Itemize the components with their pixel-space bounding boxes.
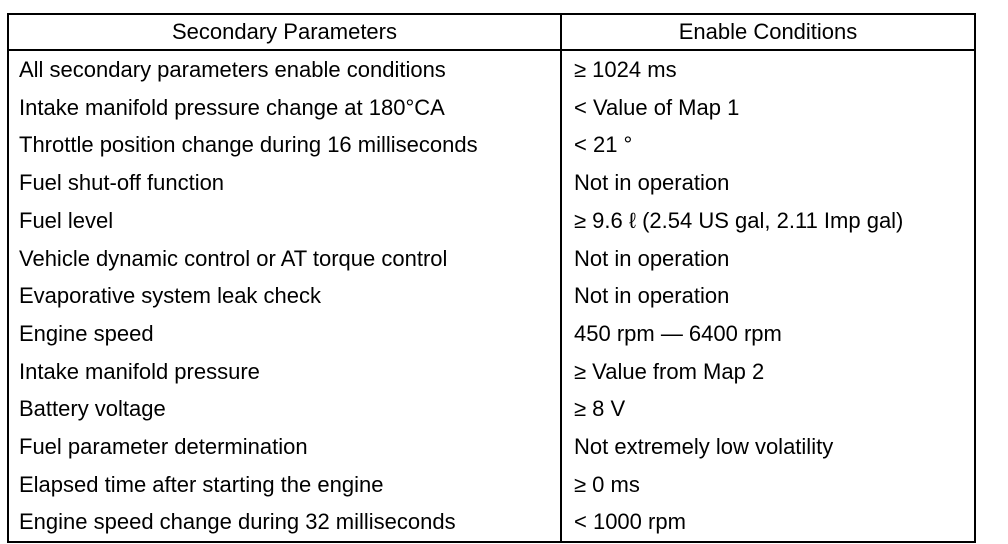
parameter-cell: Intake manifold pressure: [8, 353, 561, 391]
parameter-cell: Throttle position change during 16 milliseconds: [8, 126, 561, 164]
condition-cell: Not in operation: [561, 164, 975, 202]
condition-cell: Not in operation: [561, 240, 975, 278]
condition-cell: ≥ Value from Map 2: [561, 353, 975, 391]
parameter-cell: All secondary parameters enable conditions: [8, 50, 561, 89]
parameter-cell: Engine speed: [8, 315, 561, 353]
condition-cell: 450 rpm — 6400 rpm: [561, 315, 975, 353]
parameter-cell: Fuel parameter determination: [8, 428, 561, 466]
condition-cell: Not in operation: [561, 277, 975, 315]
condition-cell: Not extremely low volatility: [561, 428, 975, 466]
condition-cell: ≥ 1024 ms: [561, 50, 975, 89]
header-secondary-parameters: Secondary Parameters: [8, 14, 561, 50]
table-row: [8, 466, 975, 504]
table-row: [8, 240, 975, 278]
parameter-cell: Evaporative system leak check: [8, 277, 561, 315]
condition-cell: < Value of Map 1: [561, 89, 975, 127]
condition-cell: < 1000 rpm: [561, 503, 975, 542]
parameter-cell: Intake manifold pressure change at 180°CA: [8, 89, 561, 127]
table-row: [8, 277, 975, 315]
condition-cell: ≥ 0 ms: [561, 466, 975, 504]
table-row: [8, 428, 975, 466]
table-row: [8, 50, 975, 89]
parameter-cell: Engine speed change during 32 milliseconds: [8, 503, 561, 542]
condition-cell: ≥ 8 V: [561, 390, 975, 428]
parameters-table-container: [7, 13, 974, 543]
table-row: [8, 503, 975, 542]
table-row: [8, 315, 975, 353]
table-row: [8, 164, 975, 202]
table-header-row: [8, 14, 975, 50]
table-row: [8, 390, 975, 428]
parameter-cell: Fuel shut-off function: [8, 164, 561, 202]
table-row: [8, 89, 975, 127]
table-row: [8, 126, 975, 164]
condition-cell: ≥ 9.6 ℓ (2.54 US gal, 2.11 Imp gal): [561, 202, 975, 240]
parameter-cell: Fuel level: [8, 202, 561, 240]
parameter-cell: Battery voltage: [8, 390, 561, 428]
condition-cell: < 21 °: [561, 126, 975, 164]
parameter-cell: Elapsed time after starting the engine: [8, 466, 561, 504]
table-row: [8, 353, 975, 391]
secondary-parameters-table: [7, 13, 976, 543]
header-enable-conditions: Enable Conditions: [561, 14, 975, 50]
table-row: [8, 202, 975, 240]
parameter-cell: Vehicle dynamic control or AT torque control: [8, 240, 561, 278]
